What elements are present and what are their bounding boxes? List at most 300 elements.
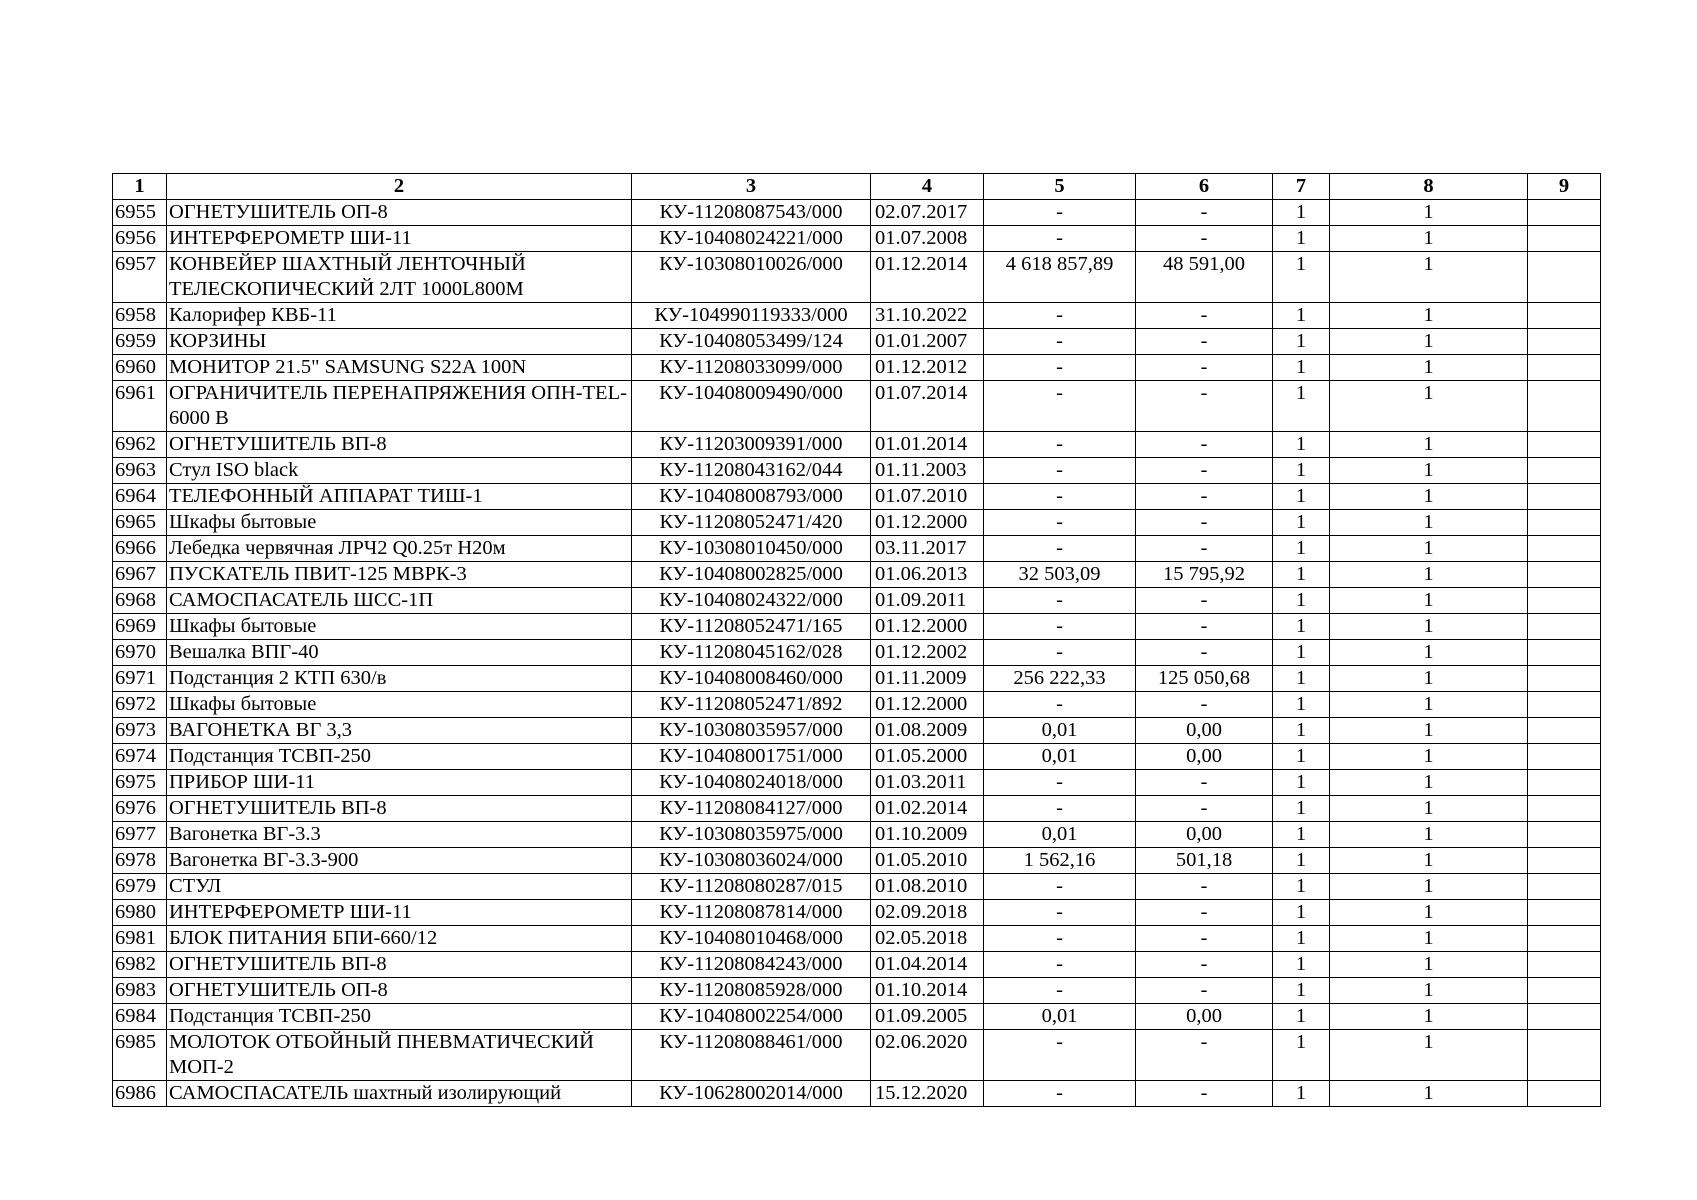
row-number-cell: 6955 bbox=[113, 200, 167, 226]
value-5-cell: - bbox=[984, 329, 1136, 355]
item-name-cell: ОГНЕТУШИТЕЛЬ ВП-8 bbox=[167, 796, 632, 822]
col-9-cell bbox=[1528, 822, 1601, 848]
item-name-cell: МОНИТОР 21.5" SAMSUNG S22A 100N bbox=[167, 355, 632, 381]
item-name-cell: СТУЛ bbox=[167, 874, 632, 900]
value-5-cell: - bbox=[984, 355, 1136, 381]
item-name-cell: Подстанция ТСВП-250 bbox=[167, 1004, 632, 1030]
value-6-cell: - bbox=[1136, 303, 1273, 329]
date-cell: 01.12.2014 bbox=[871, 252, 984, 303]
col-9-cell bbox=[1528, 1081, 1601, 1107]
qty-7-cell: 1 bbox=[1273, 381, 1330, 432]
qty-7-cell: 1 bbox=[1273, 252, 1330, 303]
qty-8-cell: 1 bbox=[1330, 952, 1528, 978]
item-name-cell: Вешалка ВПГ-40 bbox=[167, 640, 632, 666]
row-number-cell: 6962 bbox=[113, 432, 167, 458]
date-cell: 01.03.2011 bbox=[871, 770, 984, 796]
table-row bbox=[113, 666, 1601, 692]
qty-7-cell: 1 bbox=[1273, 303, 1330, 329]
date-cell: 02.06.2020 bbox=[871, 1030, 984, 1081]
value-5-cell: - bbox=[984, 614, 1136, 640]
value-5-cell: - bbox=[984, 458, 1136, 484]
qty-8-cell: 1 bbox=[1330, 200, 1528, 226]
inventory-number-cell: КУ-10408001751/000 bbox=[632, 744, 871, 770]
item-name-cell: Калорифер КВБ-11 bbox=[167, 303, 632, 329]
value-6-cell: 125 050,68 bbox=[1136, 666, 1273, 692]
inventory-number-cell: КУ-10408002825/000 bbox=[632, 562, 871, 588]
inventory-number-cell: КУ-11203009391/000 bbox=[632, 432, 871, 458]
qty-7-cell: 1 bbox=[1273, 978, 1330, 1004]
table-row bbox=[113, 978, 1601, 1004]
inventory-number-cell: КУ-11208085928/000 bbox=[632, 978, 871, 1004]
value-5-cell: - bbox=[984, 900, 1136, 926]
col-9-cell bbox=[1528, 329, 1601, 355]
item-name-cell: ТЕЛЕФОННЫЙ АППАРАТ ТИШ-1 bbox=[167, 484, 632, 510]
item-name-cell: ОГНЕТУШИТЕЛЬ ОП-8 bbox=[167, 978, 632, 1004]
col-header-4: 4 bbox=[871, 174, 984, 200]
date-cell: 02.05.2018 bbox=[871, 926, 984, 952]
qty-7-cell: 1 bbox=[1273, 666, 1330, 692]
value-6-cell: - bbox=[1136, 978, 1273, 1004]
date-cell: 01.05.2000 bbox=[871, 744, 984, 770]
qty-8-cell: 1 bbox=[1330, 252, 1528, 303]
col-9-cell bbox=[1528, 926, 1601, 952]
date-cell: 01.11.2003 bbox=[871, 458, 984, 484]
inventory-number-cell: КУ-11208033099/000 bbox=[632, 355, 871, 381]
inventory-sheet bbox=[112, 173, 1600, 1107]
date-cell: 01.07.2014 bbox=[871, 381, 984, 432]
qty-7-cell: 1 bbox=[1273, 1081, 1330, 1107]
col-9-cell bbox=[1528, 744, 1601, 770]
qty-8-cell: 1 bbox=[1330, 666, 1528, 692]
qty-8-cell: 1 bbox=[1330, 848, 1528, 874]
date-cell: 01.07.2010 bbox=[871, 484, 984, 510]
row-number-cell: 6979 bbox=[113, 874, 167, 900]
date-cell: 03.11.2017 bbox=[871, 536, 984, 562]
qty-8-cell: 1 bbox=[1330, 329, 1528, 355]
qty-8-cell: 1 bbox=[1330, 510, 1528, 536]
item-name-cell: ИНТЕРФЕРОМЕТР ШИ-11 bbox=[167, 226, 632, 252]
qty-8-cell: 1 bbox=[1330, 744, 1528, 770]
item-name-cell: Вагонетка ВГ-3.3-900 bbox=[167, 848, 632, 874]
qty-7-cell: 1 bbox=[1273, 432, 1330, 458]
row-number-cell: 6968 bbox=[113, 588, 167, 614]
qty-8-cell: 1 bbox=[1330, 588, 1528, 614]
value-5-cell: - bbox=[984, 770, 1136, 796]
inventory-number-cell: КУ-11208088461/000 bbox=[632, 1030, 871, 1081]
date-cell: 01.10.2014 bbox=[871, 978, 984, 1004]
value-6-cell: 48 591,00 bbox=[1136, 252, 1273, 303]
value-5-cell: 4 618 857,89 bbox=[984, 252, 1136, 303]
value-5-cell: - bbox=[984, 432, 1136, 458]
value-6-cell: - bbox=[1136, 770, 1273, 796]
table-row bbox=[113, 355, 1601, 381]
item-name-cell: Шкафы бытовые bbox=[167, 614, 632, 640]
value-5-cell: - bbox=[984, 536, 1136, 562]
qty-8-cell: 1 bbox=[1330, 900, 1528, 926]
inventory-number-cell: КУ-10408008793/000 bbox=[632, 484, 871, 510]
table-row bbox=[113, 692, 1601, 718]
value-5-cell: - bbox=[984, 796, 1136, 822]
inventory-number-cell: КУ-10408008460/000 bbox=[632, 666, 871, 692]
table-body bbox=[113, 200, 1601, 1107]
date-cell: 01.06.2013 bbox=[871, 562, 984, 588]
row-number-cell: 6985 bbox=[113, 1030, 167, 1081]
value-5-cell: 0,01 bbox=[984, 718, 1136, 744]
qty-8-cell: 1 bbox=[1330, 874, 1528, 900]
inventory-number-cell: КУ-10408024322/000 bbox=[632, 588, 871, 614]
date-cell: 01.12.2012 bbox=[871, 355, 984, 381]
qty-7-cell: 1 bbox=[1273, 329, 1330, 355]
value-6-cell: 0,00 bbox=[1136, 718, 1273, 744]
value-6-cell: - bbox=[1136, 536, 1273, 562]
value-5-cell: - bbox=[984, 1030, 1136, 1081]
value-6-cell: - bbox=[1136, 588, 1273, 614]
inventory-number-cell: КУ-10408024018/000 bbox=[632, 770, 871, 796]
inventory-table bbox=[112, 173, 1601, 1107]
row-number-cell: 6973 bbox=[113, 718, 167, 744]
qty-8-cell: 1 bbox=[1330, 381, 1528, 432]
item-name-cell: Шкафы бытовые bbox=[167, 510, 632, 536]
table-row bbox=[113, 226, 1601, 252]
table-row bbox=[113, 718, 1601, 744]
qty-8-cell: 1 bbox=[1330, 718, 1528, 744]
qty-8-cell: 1 bbox=[1330, 1004, 1528, 1030]
row-number-cell: 6961 bbox=[113, 381, 167, 432]
value-6-cell: - bbox=[1136, 458, 1273, 484]
col-9-cell bbox=[1528, 562, 1601, 588]
date-cell: 01.12.2000 bbox=[871, 692, 984, 718]
col-9-cell bbox=[1528, 381, 1601, 432]
value-5-cell: - bbox=[984, 926, 1136, 952]
inventory-number-cell: КУ-10308036024/000 bbox=[632, 848, 871, 874]
qty-8-cell: 1 bbox=[1330, 822, 1528, 848]
inventory-number-cell: КУ-11208043162/044 bbox=[632, 458, 871, 484]
date-cell: 01.05.2010 bbox=[871, 848, 984, 874]
row-number-cell: 6966 bbox=[113, 536, 167, 562]
qty-8-cell: 1 bbox=[1330, 978, 1528, 1004]
col-9-cell bbox=[1528, 978, 1601, 1004]
value-5-cell: 0,01 bbox=[984, 744, 1136, 770]
qty-7-cell: 1 bbox=[1273, 1004, 1330, 1030]
col-9-cell bbox=[1528, 536, 1601, 562]
value-6-cell: - bbox=[1136, 952, 1273, 978]
qty-8-cell: 1 bbox=[1330, 536, 1528, 562]
col-9-cell bbox=[1528, 484, 1601, 510]
col-9-cell bbox=[1528, 718, 1601, 744]
col-9-cell bbox=[1528, 226, 1601, 252]
item-name-cell: Подстанция 2 КТП 630/в bbox=[167, 666, 632, 692]
qty-8-cell: 1 bbox=[1330, 303, 1528, 329]
table-row bbox=[113, 562, 1601, 588]
qty-8-cell: 1 bbox=[1330, 796, 1528, 822]
inventory-number-cell: КУ-10408002254/000 bbox=[632, 1004, 871, 1030]
value-6-cell: - bbox=[1136, 355, 1273, 381]
date-cell: 31.10.2022 bbox=[871, 303, 984, 329]
col-9-cell bbox=[1528, 848, 1601, 874]
inventory-number-cell: КУ-10408053499/124 bbox=[632, 329, 871, 355]
row-number-cell: 6980 bbox=[113, 900, 167, 926]
row-number-cell: 6964 bbox=[113, 484, 167, 510]
row-number-cell: 6972 bbox=[113, 692, 167, 718]
qty-7-cell: 1 bbox=[1273, 355, 1330, 381]
table-row bbox=[113, 303, 1601, 329]
value-6-cell: - bbox=[1136, 484, 1273, 510]
qty-8-cell: 1 bbox=[1330, 692, 1528, 718]
date-cell: 01.01.2007 bbox=[871, 329, 984, 355]
value-6-cell: - bbox=[1136, 614, 1273, 640]
row-number-cell: 6975 bbox=[113, 770, 167, 796]
qty-7-cell: 1 bbox=[1273, 822, 1330, 848]
value-5-cell: 32 503,09 bbox=[984, 562, 1136, 588]
table-row bbox=[113, 510, 1601, 536]
table-row bbox=[113, 822, 1601, 848]
value-6-cell: - bbox=[1136, 432, 1273, 458]
value-6-cell: - bbox=[1136, 692, 1273, 718]
inventory-number-cell: КУ-11208084127/000 bbox=[632, 796, 871, 822]
table-row bbox=[113, 1030, 1601, 1081]
qty-7-cell: 1 bbox=[1273, 226, 1330, 252]
inventory-number-cell: КУ-104990119333/000 bbox=[632, 303, 871, 329]
inventory-number-cell: КУ-10408010468/000 bbox=[632, 926, 871, 952]
table-row bbox=[113, 484, 1601, 510]
qty-7-cell: 1 bbox=[1273, 796, 1330, 822]
table-row bbox=[113, 1004, 1601, 1030]
col-9-cell bbox=[1528, 432, 1601, 458]
qty-7-cell: 1 bbox=[1273, 536, 1330, 562]
date-cell: 01.09.2005 bbox=[871, 1004, 984, 1030]
date-cell: 01.02.2014 bbox=[871, 796, 984, 822]
item-name-cell: ОГНЕТУШИТЕЛЬ ВП-8 bbox=[167, 432, 632, 458]
value-6-cell: - bbox=[1136, 510, 1273, 536]
value-5-cell: - bbox=[984, 952, 1136, 978]
item-name-cell: Вагонетка ВГ-3.3 bbox=[167, 822, 632, 848]
value-5-cell: - bbox=[984, 1081, 1136, 1107]
qty-7-cell: 1 bbox=[1273, 770, 1330, 796]
qty-8-cell: 1 bbox=[1330, 458, 1528, 484]
inventory-number-cell: КУ-11208052471/165 bbox=[632, 614, 871, 640]
table-row bbox=[113, 536, 1601, 562]
row-number-cell: 6977 bbox=[113, 822, 167, 848]
col-header-5: 5 bbox=[984, 174, 1136, 200]
col-header-8: 8 bbox=[1330, 174, 1528, 200]
value-6-cell: - bbox=[1136, 900, 1273, 926]
table-row bbox=[113, 952, 1601, 978]
qty-8-cell: 1 bbox=[1330, 770, 1528, 796]
qty-8-cell: 1 bbox=[1330, 1081, 1528, 1107]
table-row bbox=[113, 614, 1601, 640]
item-name-cell: ОГНЕТУШИТЕЛЬ ВП-8 bbox=[167, 952, 632, 978]
value-6-cell: - bbox=[1136, 796, 1273, 822]
row-number-cell: 6982 bbox=[113, 952, 167, 978]
value-6-cell: - bbox=[1136, 381, 1273, 432]
qty-8-cell: 1 bbox=[1330, 484, 1528, 510]
value-5-cell: - bbox=[984, 640, 1136, 666]
item-name-cell: МОЛОТОК ОТБОЙНЫЙ ПНЕВМАТИЧЕСКИЙ МОП-2 bbox=[167, 1030, 632, 1081]
item-name-cell: КОНВЕЙЕР ШАХТНЫЙ ЛЕНТОЧНЫЙ ТЕЛЕСКОПИЧЕСКИЙ 2ЛТ 1000L800M bbox=[167, 252, 632, 303]
col-9-cell bbox=[1528, 952, 1601, 978]
date-cell: 01.08.2009 bbox=[871, 718, 984, 744]
table-row bbox=[113, 848, 1601, 874]
row-number-cell: 6984 bbox=[113, 1004, 167, 1030]
inventory-number-cell: КУ-11208045162/028 bbox=[632, 640, 871, 666]
value-6-cell: - bbox=[1136, 1030, 1273, 1081]
value-5-cell: 0,01 bbox=[984, 822, 1136, 848]
col-header-1: 1 bbox=[113, 174, 167, 200]
qty-7-cell: 1 bbox=[1273, 640, 1330, 666]
date-cell: 01.08.2010 bbox=[871, 874, 984, 900]
value-5-cell: 256 222,33 bbox=[984, 666, 1136, 692]
col-9-cell bbox=[1528, 510, 1601, 536]
value-6-cell: - bbox=[1136, 874, 1273, 900]
item-name-cell: Стул ISO black bbox=[167, 458, 632, 484]
row-number-cell: 6969 bbox=[113, 614, 167, 640]
date-cell: 01.11.2009 bbox=[871, 666, 984, 692]
row-number-cell: 6958 bbox=[113, 303, 167, 329]
table-row bbox=[113, 1081, 1601, 1107]
date-cell: 02.09.2018 bbox=[871, 900, 984, 926]
row-number-cell: 6978 bbox=[113, 848, 167, 874]
value-6-cell: - bbox=[1136, 1081, 1273, 1107]
value-5-cell: - bbox=[984, 874, 1136, 900]
inventory-number-cell: КУ-10308010026/000 bbox=[632, 252, 871, 303]
inventory-number-cell: КУ-11208087543/000 bbox=[632, 200, 871, 226]
table-row bbox=[113, 744, 1601, 770]
table-row bbox=[113, 329, 1601, 355]
qty-8-cell: 1 bbox=[1330, 614, 1528, 640]
value-6-cell: 0,00 bbox=[1136, 1004, 1273, 1030]
inventory-number-cell: КУ-10628002014/000 bbox=[632, 1081, 871, 1107]
col-9-cell bbox=[1528, 1004, 1601, 1030]
value-5-cell: - bbox=[984, 510, 1136, 536]
value-5-cell: - bbox=[984, 226, 1136, 252]
row-number-cell: 6957 bbox=[113, 252, 167, 303]
qty-7-cell: 1 bbox=[1273, 848, 1330, 874]
value-5-cell: - bbox=[984, 692, 1136, 718]
table-row bbox=[113, 588, 1601, 614]
qty-7-cell: 1 bbox=[1273, 1030, 1330, 1081]
item-name-cell: КОРЗИНЫ bbox=[167, 329, 632, 355]
date-cell: 01.12.2000 bbox=[871, 614, 984, 640]
row-number-cell: 6976 bbox=[113, 796, 167, 822]
value-6-cell: - bbox=[1136, 226, 1273, 252]
col-9-cell bbox=[1528, 874, 1601, 900]
inventory-number-cell: КУ-10308010450/000 bbox=[632, 536, 871, 562]
qty-7-cell: 1 bbox=[1273, 614, 1330, 640]
qty-8-cell: 1 bbox=[1330, 355, 1528, 381]
inventory-number-cell: КУ-11208052471/892 bbox=[632, 692, 871, 718]
value-5-cell: 1 562,16 bbox=[984, 848, 1136, 874]
col-9-cell bbox=[1528, 1030, 1601, 1081]
date-cell: 01.12.2002 bbox=[871, 640, 984, 666]
item-name-cell: ИНТЕРФЕРОМЕТР ШИ-11 bbox=[167, 900, 632, 926]
row-number-cell: 6965 bbox=[113, 510, 167, 536]
col-9-cell bbox=[1528, 796, 1601, 822]
table-row bbox=[113, 381, 1601, 432]
value-5-cell: - bbox=[984, 588, 1136, 614]
col-9-cell bbox=[1528, 458, 1601, 484]
inventory-number-cell: КУ-10308035957/000 bbox=[632, 718, 871, 744]
date-cell: 02.07.2017 bbox=[871, 200, 984, 226]
col-9-cell bbox=[1528, 666, 1601, 692]
header-row bbox=[113, 174, 1601, 200]
item-name-cell: Подстанция ТСВП-250 bbox=[167, 744, 632, 770]
date-cell: 01.09.2011 bbox=[871, 588, 984, 614]
qty-7-cell: 1 bbox=[1273, 458, 1330, 484]
row-number-cell: 6959 bbox=[113, 329, 167, 355]
row-number-cell: 6967 bbox=[113, 562, 167, 588]
qty-7-cell: 1 bbox=[1273, 562, 1330, 588]
table-row bbox=[113, 796, 1601, 822]
table-row bbox=[113, 458, 1601, 484]
qty-8-cell: 1 bbox=[1330, 226, 1528, 252]
qty-8-cell: 1 bbox=[1330, 432, 1528, 458]
row-number-cell: 6981 bbox=[113, 926, 167, 952]
table-row bbox=[113, 640, 1601, 666]
value-6-cell: - bbox=[1136, 329, 1273, 355]
col-header-6: 6 bbox=[1136, 174, 1273, 200]
row-number-cell: 6956 bbox=[113, 226, 167, 252]
table-row bbox=[113, 200, 1601, 226]
item-name-cell: ОГНЕТУШИТЕЛЬ ОП-8 bbox=[167, 200, 632, 226]
qty-7-cell: 1 bbox=[1273, 744, 1330, 770]
row-number-cell: 6971 bbox=[113, 666, 167, 692]
date-cell: 01.04.2014 bbox=[871, 952, 984, 978]
qty-7-cell: 1 bbox=[1273, 926, 1330, 952]
qty-7-cell: 1 bbox=[1273, 200, 1330, 226]
row-number-cell: 6970 bbox=[113, 640, 167, 666]
col-9-cell bbox=[1528, 200, 1601, 226]
qty-7-cell: 1 bbox=[1273, 900, 1330, 926]
item-name-cell: ПРИБОР ШИ-11 bbox=[167, 770, 632, 796]
item-name-cell: ПУСКАТЕЛЬ ПВИТ-125 МВРК-3 bbox=[167, 562, 632, 588]
inventory-number-cell: КУ-11208087814/000 bbox=[632, 900, 871, 926]
item-name-cell: ОГРАНИЧИТЕЛЬ ПЕРЕНАПРЯЖЕНИЯ ОПН-TEL-6000 В bbox=[167, 381, 632, 432]
value-6-cell: 0,00 bbox=[1136, 744, 1273, 770]
inventory-number-cell: КУ-10408009490/000 bbox=[632, 381, 871, 432]
inventory-number-cell: КУ-10308035975/000 bbox=[632, 822, 871, 848]
inventory-number-cell: КУ-10408024221/000 bbox=[632, 226, 871, 252]
col-9-cell bbox=[1528, 588, 1601, 614]
table-row bbox=[113, 926, 1601, 952]
qty-7-cell: 1 bbox=[1273, 718, 1330, 744]
date-cell: 15.12.2020 bbox=[871, 1081, 984, 1107]
date-cell: 01.12.2000 bbox=[871, 510, 984, 536]
col-header-3: 3 bbox=[632, 174, 871, 200]
value-6-cell: - bbox=[1136, 200, 1273, 226]
row-number-cell: 6960 bbox=[113, 355, 167, 381]
value-5-cell: - bbox=[984, 484, 1136, 510]
col-9-cell bbox=[1528, 640, 1601, 666]
table-row bbox=[113, 900, 1601, 926]
value-6-cell: - bbox=[1136, 926, 1273, 952]
date-cell: 01.10.2009 bbox=[871, 822, 984, 848]
date-cell: 01.07.2008 bbox=[871, 226, 984, 252]
qty-8-cell: 1 bbox=[1330, 926, 1528, 952]
col-9-cell bbox=[1528, 252, 1601, 303]
value-5-cell: 0,01 bbox=[984, 1004, 1136, 1030]
qty-7-cell: 1 bbox=[1273, 692, 1330, 718]
qty-7-cell: 1 bbox=[1273, 874, 1330, 900]
table-row bbox=[113, 770, 1601, 796]
col-header-7: 7 bbox=[1273, 174, 1330, 200]
col-9-cell bbox=[1528, 900, 1601, 926]
qty-7-cell: 1 bbox=[1273, 484, 1330, 510]
item-name-cell: Лебедка червячная ЛРЧ2 Q0.25т H20м bbox=[167, 536, 632, 562]
table-row bbox=[113, 252, 1601, 303]
item-name-cell: Шкафы бытовые bbox=[167, 692, 632, 718]
col-header-9: 9 bbox=[1528, 174, 1601, 200]
row-number-cell: 6963 bbox=[113, 458, 167, 484]
